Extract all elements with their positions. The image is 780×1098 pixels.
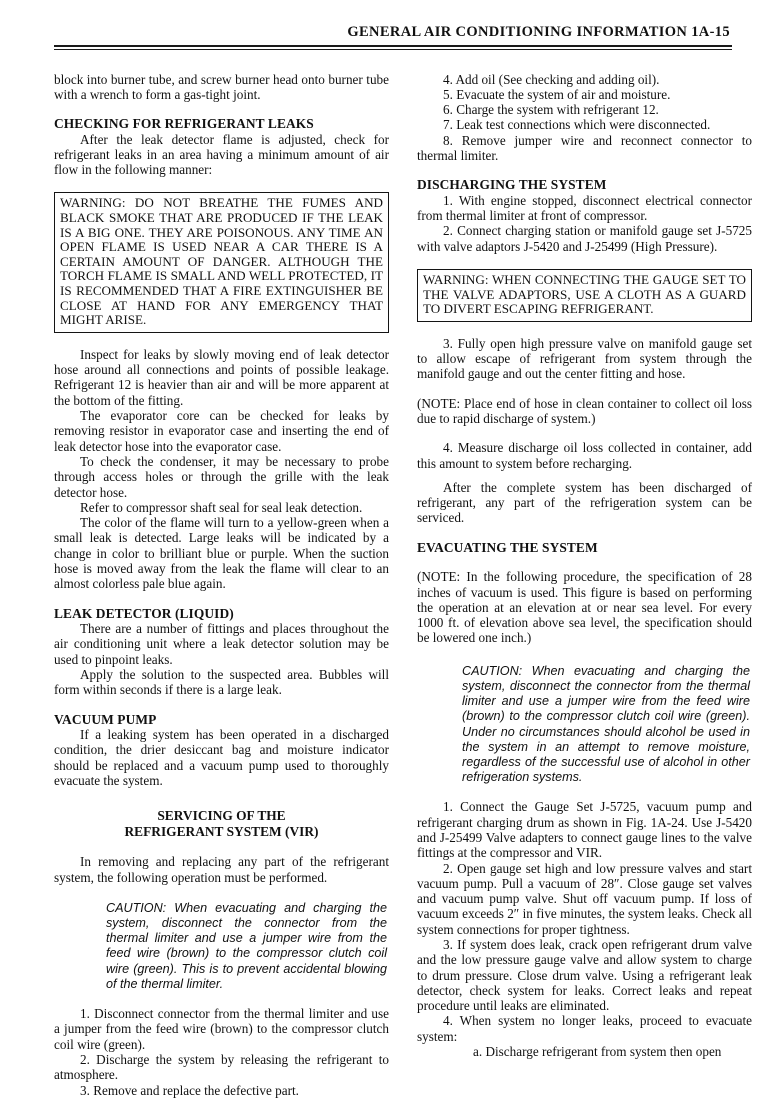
list-item: 2. Discharge the system by releasing the refrigerant to atmosphere.	[54, 1051, 389, 1083]
heading-checking-for-refrigerant-leaks: CHECKING FOR REFRIGERANT LEAKS	[54, 116, 314, 132]
paragraph-servicing-intro: In removing and replacing any part of the refrigerant system, the following operation must be performed.	[54, 854, 389, 885]
list-item: 4. Measure discharge oil loss collected in container, add this amount to system before recharging.	[417, 440, 752, 471]
paragraph-liquid-detector-1: There are a number of fittings and places throughout the air conditioning unit where a leak detector solution may be used to pinpoint leaks.	[54, 621, 389, 667]
list-item: 1. With engine stopped, disconnect electrical connector from thermal limiter at front of compressor.	[417, 192, 752, 224]
right-column	[417, 72, 752, 1098]
list-item: 3. Fully open high pressure valve on manifold gauge set to allow escape of refrigerant from system through the manifold gauge and out the center fitting and hose.	[417, 335, 752, 382]
heading-leak-detector-liquid: LEAK DETECTOR (LIQUID)	[54, 605, 234, 621]
heading-servicing-line-1: SERVICING OF THE	[157, 808, 286, 824]
note-vacuum-specification: (NOTE: In the following procedure, the specification of 28 inches of vacuum is used. This figure is based on performing the operation at an elevation at or near sea level. For every 1000 ft. of elevation above sea level, the specification should be lowered one inch.)	[417, 569, 752, 646]
list-item: 7. Leak test connections which were disconnected.	[443, 117, 711, 133]
heading-servicing-line-2: REFRIGERANT SYSTEM (VIR)	[124, 824, 319, 840]
paragraph-liquid-detector-2: Apply the solution to the suspected area. Bubbles will form within seconds if there is a large leak.	[54, 666, 389, 698]
warning-box-fumes	[54, 192, 389, 332]
paragraph-continued: block into burner tube, and screw burner head onto burner tube with a wrench to form a gas-tight joint.	[54, 71, 389, 102]
list-item: 4. Add oil (See checking and adding oil).	[443, 71, 660, 87]
heading-vacuum-pump: VACUUM PUMP	[54, 711, 157, 727]
running-head: GENERAL AIR CONDITIONING INFORMATION 1A-15	[347, 24, 730, 40]
heading-evacuating-the-system: EVACUATING THE SYSTEM	[417, 539, 598, 555]
list-item: 3. Remove and replace the defective part.	[80, 1082, 299, 1098]
caution-right-text: CAUTION: When evacuating and charging the system, disconnect the connector from the thermal limiter and use a jumper wire from the feed wire (brown) to the compressor clutch coil wire (green). Under no circumstances should alcohol be used in the system in an attempt to remove moisture, regardless of the successful use of alcohol in other refrigeration systems.	[462, 663, 750, 785]
warning-box-gauge-set-text: WARNING: WHEN CONNECTING THE GAUGE SET TO THE VALVE ADAPTORS, USE A CLOTH AS A GUARD TO DIVERT ESCAPING REFRIGERANT.	[423, 271, 746, 317]
paragraph-inspect-for-leaks: Inspect for leaks by slowly moving end of leak detector hose around all connections and points of possible leakage. Refrigerant 12 is heavier than air and will be more apparent at the bottom of the fitting.	[54, 346, 389, 408]
heading-servicing-refrigerant-system	[54, 808, 389, 840]
caution-block-right	[462, 664, 750, 786]
paragraph-checking-leaks-intro: After the leak detector flame is adjusted, check for refrigerant leaks in an area having a minimum amount of air flow in the following manner:	[54, 131, 389, 178]
list-item: 2. Connect charging station or manifold gauge set J-5725 with valve adaptors J-5420 and J-25499 (High Pressure).	[417, 223, 752, 254]
caution-left-text: CAUTION: When evacuating and charging the system, disconnect the connector from the thermal limiter and use a jumper wire from the feed wire (brown) to the compressor clutch coil wire (green). This is to prevent accidental blowing of the thermal limiter.	[106, 900, 387, 991]
paragraph-flame-color: The color of the flame will turn to a yellow-green when a small leak is detected. Large leaks will be indicated by a change in color to brilliant blue or purple. When the suction hose is moved away from the leak the flame will clear to an almost colorless pale blue again.	[54, 515, 389, 592]
list-item: 5. Evacuate the system of air and moisture.	[443, 86, 671, 102]
list-item-sub: a. Discharge refrigerant from system then open	[473, 1044, 722, 1060]
note-oil-collection: (NOTE: Place end of hose in clean container to collect oil loss due to rapid discharge of system.)	[417, 395, 752, 426]
list-item: 6. Charge the system with refrigerant 12.	[443, 102, 659, 118]
paragraph-check-condenser: To check the condenser, it may be necessary to probe through access holes or through the grille with the leak detector hose.	[54, 453, 389, 500]
list-item: 2. Open gauge set high and low pressure valves and start vacuum pump. Pull a vacuum of 28″. Close gauge set valves and vacuum pump valve. Shut off vacuum pump. If loss of vacuum exceeds 2″ in five minutes, the system leaks. Check all system connections for proper tightness.	[417, 860, 752, 937]
list-item: 3. If system does leak, crack open refrigerant drum valve and the low pressure gauge valve and allow system to charge to drum pressure. Close drum valve. Using a refrigerant leak detector, check system for leaks. Correct leaks and repeat procedure until leaks are eliminated.	[417, 937, 752, 1014]
warning-box-gauge-set	[417, 269, 752, 322]
list-item: 1. Disconnect connector from the thermal limiter and use a jumper from the feed wire (brown) to the compressor clutch coil wire (green).	[54, 1006, 389, 1052]
paragraph-shaft-seal: Refer to compressor shaft seal for seal leak detection.	[80, 499, 363, 515]
two-column-body	[54, 71, 752, 1098]
header-rule	[54, 45, 732, 50]
heading-discharging-the-system: DISCHARGING THE SYSTEM	[417, 177, 607, 193]
warning-box-fumes-text: WARNING: DO NOT BREATHE THE FUMES AND BLACK SMOKE THAT ARE PRODUCED IF THE LEAK IS A BIG ONE. THEY ARE POISONOUS. ANY TIME AN OPEN FLAME IS USED NEAR A CAR THERE IS A CERTAIN AMOUNT OF DANGER. ALTHOUGH THE TORCH FLAME IS SMALL AND WELL PROTECTED, IT IS RECOMMENDED THAT A FIRE EXTINGUISHER BE CLOSE AT HAND FOR ANY EMERGENCY THAT MIGHT ARISE.	[60, 195, 383, 328]
left-column	[54, 72, 389, 1098]
list-item: 4. When system no longer leaks, proceed to evacuate system:	[417, 1013, 752, 1044]
paragraph-evaporator-core: The evaporator core can be checked for leaks by removing resistor in evaporator case and inserting the end of leak detector hose into the evaporator case.	[54, 408, 389, 454]
paragraph-vacuum-pump: If a leaking system has been operated in a discharged condition, the drier desiccant bag and moisture indicator should be replaced and a vacuum pump used to thoroughly evacuate the system.	[54, 727, 389, 788]
paragraph-after-discharged: After the complete system has been discharged of refrigerant, any part of the refrigeration system can be serviced.	[417, 479, 752, 526]
list-item: 1. Connect the Gauge Set J-5725, vacuum pump and refrigerant charging drum as shown in Fig. 1A-24. Use J-5420 and J-25499 Valve adapters to connect gauge lines to the valve fittings at the compressor and VIR.	[417, 799, 752, 861]
caution-block-left	[106, 901, 387, 992]
list-item: 8. Remove jumper wire and reconnect connector to thermal limiter.	[417, 132, 752, 163]
